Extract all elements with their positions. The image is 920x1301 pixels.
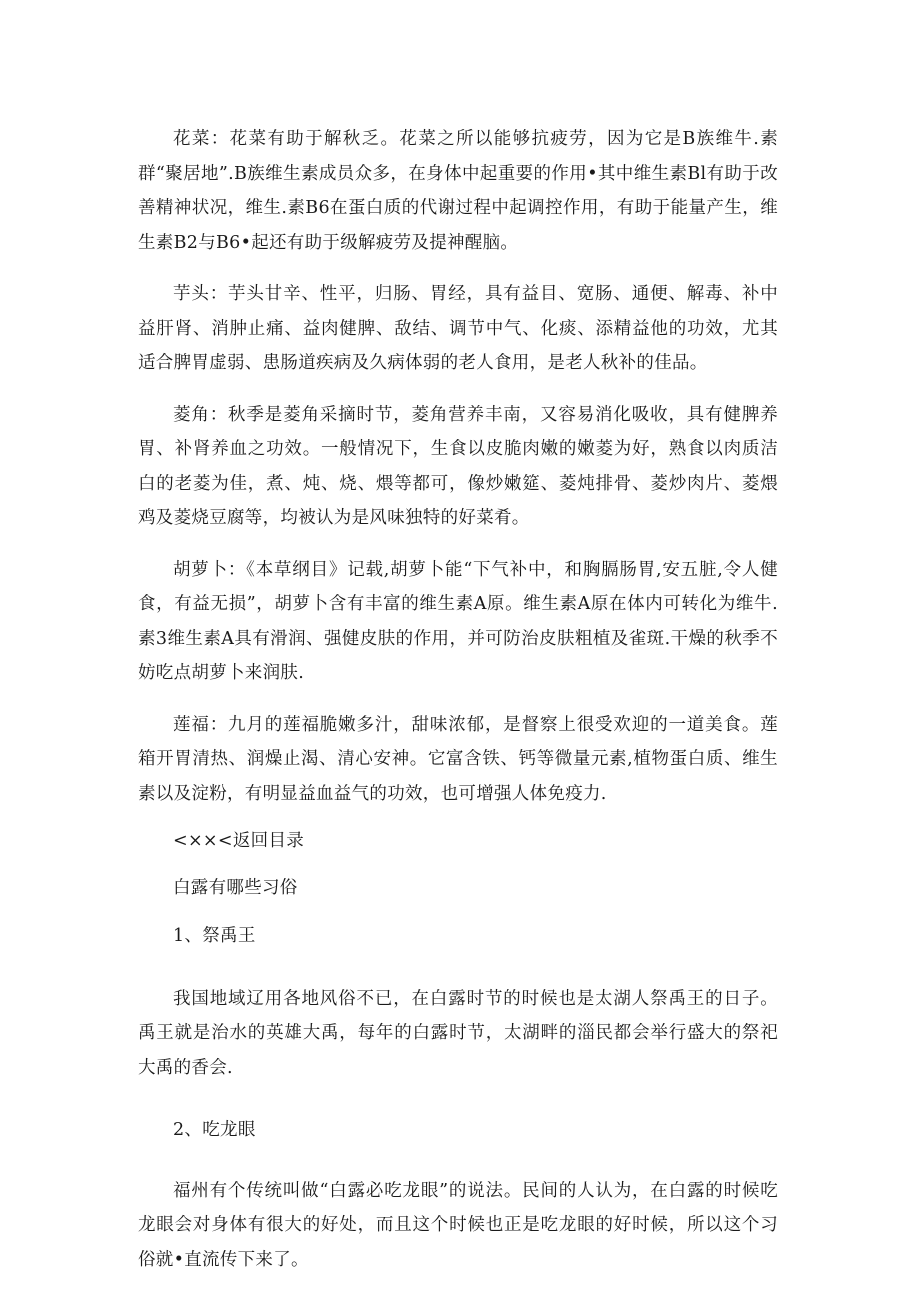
custom-heading-2: 2、吃龙眼 (173, 1120, 256, 1140)
back-to-contents-link[interactable]: <××<返回目录 (173, 831, 305, 851)
section-title: 白露有哪些习俗 (173, 877, 298, 898)
custom-paragraph-1: 我国地域辽用各地风俗不已，在白露时节的时候也是太湖人祭禹王的日子。禹王就是治水的英雄大禹，每年的白露时节，太湖畔的淄民都会举行盛大的祭祀大禹的香会. (138, 988, 778, 1078)
custom-heading-1: 1、祭禹王 (173, 926, 256, 946)
paragraph-taro: 芋头：芋头甘辛、性平，归肠、胃经，具有益目、宽肠、通便、解毒、补中益肝肾、消肿止痛、益肉健脾、敌结、调节中气、化痰、添精益他的功效，尤其适合脾胃虚弱、患肠道疾病及久病体弱的老人食用，是老人秋补的佳品。 (138, 284, 778, 373)
paragraph-water-chestnut: 菱角：秋季是菱角采摘时节，菱角营养丰南，又容易消化吸收，具有健脾养胃、补肾养血之功效。一般情况下，生食以皮脆肉嫩的嫩菱为好，熟食以肉质洁白的老菱为佳，煮、炖、烧、煨等都可，像炒嫩筵、菱炖排骨、菱炒肉片、菱煨鸡及菱烧豆腐等，均被认为是风味独特的好菜肴。 (138, 404, 778, 528)
paragraph-carrot: 胡萝卜：《本草纲目》记载,胡萝卜能“下气补中，和胸膈肠胃,安五脏,令人健食，有益无损”，胡萝卜含有丰富的维生素A原。维生素A原在体内可转化为维牛.素3维生素A具有滑润、强健皮肤的作用，并可防治皮肤粗植及雀斑.干燥的秋季不妨吃点胡萝卜来润肤. (138, 559, 778, 683)
custom-paragraph-2: 福州有个传统叫做“白露必吃龙眼”的说法。民间的人认为，在白露的时候吃龙眼会对身体有很大的好处，而且这个时候也正是吃龙眼的好时候，所以这个习俗就•直流传下来了。 (138, 1180, 778, 1270)
paragraph-cauliflower: 花菜：花菜有助于解秋乏。花菜之所以能够抗疲劳，因为它是B族维牛.素群“聚居地”.B族维生素成员众多，在身体中起重要的作用•其中维生素Bl有助于改善精神状况，维生.素B6在蛋白质的代谢过程中起调控作用，有助于能量产生，维生素B2与B6•起还有助于级解疲劳及提神醒脑。 (138, 129, 778, 253)
paragraph-lotus-root: 莲福：九月的莲福脆嫩多汁，甜味浓郁，是督察上很受欢迎的一道美食。莲箱开胃清热、润燥止渴、清心安神。它富含铁、钙等微量元素,植物蛋白质、维生素以及淀粉，有明显益血益气的功效，也可增强人体免疫力. (138, 714, 778, 804)
